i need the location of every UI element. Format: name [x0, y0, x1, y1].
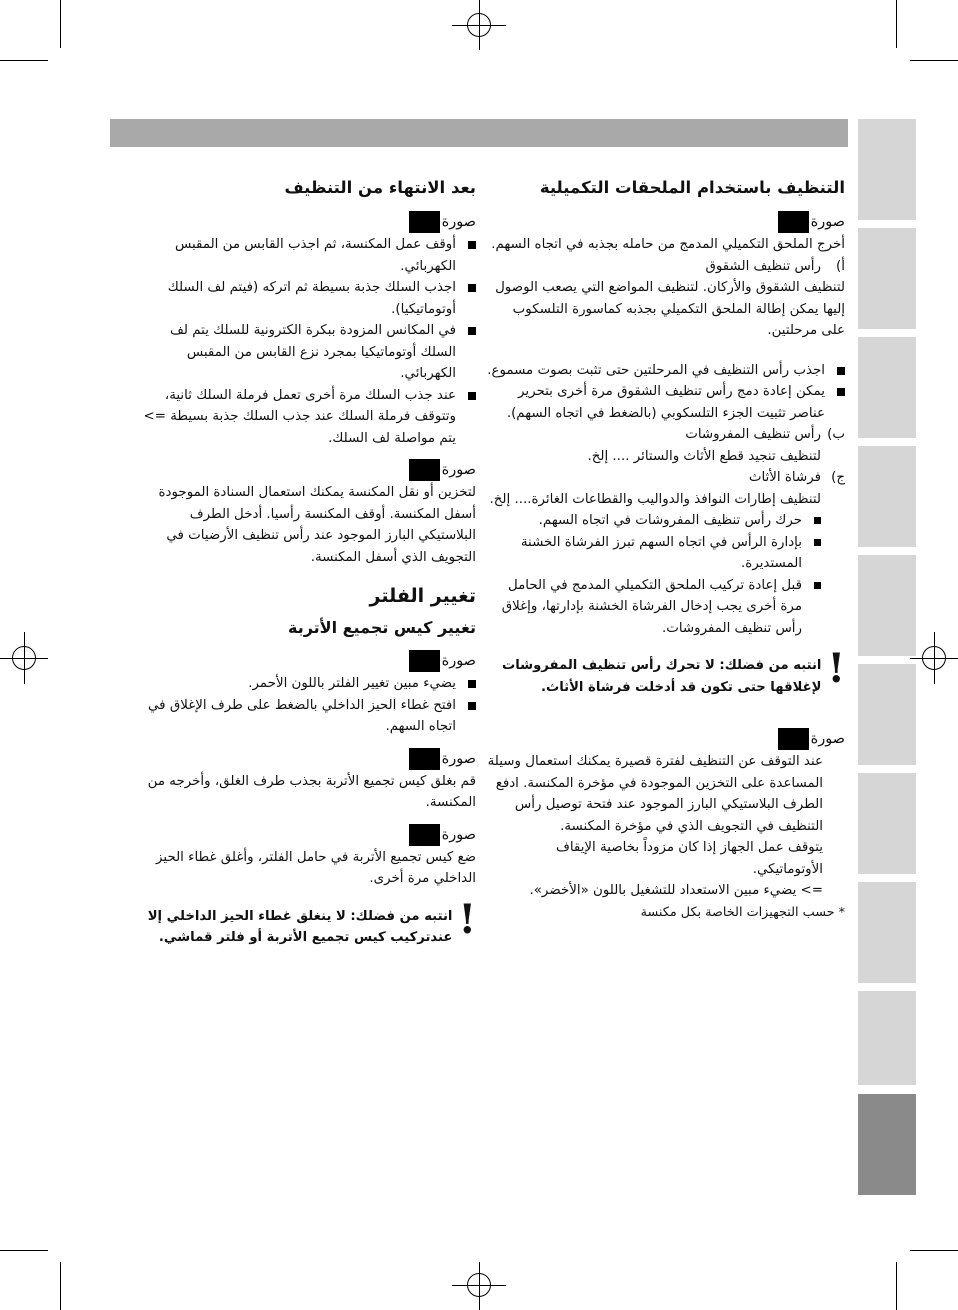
list-item-text: حرك رأس تنظيف المفروشات في اتجاه السهم. — [538, 513, 802, 528]
list-item-text: قبل إعادة تركيب الملحق التكميلي المدمج في الحامل مرة أخرى يجب إدخال الفرشاة الخشنة بإدارتها، وإغلاق رأس تنظيف المفروشات. — [501, 577, 802, 636]
figure-number-box — [409, 650, 440, 672]
warning-text: انتبه من فضلك: لا ينغلق غطاء الحيز الداخلي إلا عندتركيب كيس تجميع الأتربة أو فلتر قماشي. — [147, 908, 453, 945]
figure-number-box — [409, 824, 440, 846]
figure-label: صورة — [810, 214, 845, 230]
section-title-accessories: التنظيف باستخدام الملحقات التكميلية — [539, 178, 845, 197]
bag-remove-paragraph: قم بغلق كيس تجميع الأتربة بجذب طرف الغلق، وأخرجه من المكنسة. — [147, 773, 476, 810]
figure-number-box — [778, 728, 809, 750]
list-item-text: أوقف عمل المكنسة، ثم اجذب القابس من المقبس الكهربائي. — [174, 237, 456, 274]
list-item — [485, 381, 845, 424]
registration-line-bottom-v — [479, 1262, 480, 1310]
side-tab-6 — [858, 664, 916, 765]
bullet-square-icon — [468, 284, 476, 292]
list-item-text: بإدارة الرأس في اتجاه السهم تبرز الفرشاة الخشنة المستديرة. — [520, 534, 802, 571]
crop-mark-bl-v — [60, 1262, 61, 1310]
list-item — [138, 234, 476, 277]
figure-number-box — [409, 748, 440, 770]
figure-number-box — [409, 459, 440, 481]
registration-line-right-v — [934, 632, 935, 684]
exclamation-icon: ! — [827, 645, 845, 692]
figure-label-row — [138, 211, 476, 233]
side-tab-7 — [858, 773, 916, 874]
figure-label: صورة — [441, 750, 476, 767]
side-tab-5 — [858, 555, 916, 656]
sub-item-c — [485, 467, 845, 489]
side-tab-active — [858, 1094, 916, 1195]
list-item-text: عند جذب السلك مرة أخرى تعمل فرملة السلك ثانية، وتتوقف فرملة السلك عند جذب السلك جذبة بسيطة => يتم مواصلة لف السلك. — [143, 387, 456, 446]
figure-label-row — [485, 211, 845, 233]
list-item — [138, 695, 476, 738]
side-tab-8 — [858, 882, 916, 983]
crop-mark-bl-h — [0, 1250, 48, 1251]
crop-mark-tr-v — [896, 0, 897, 48]
list-item — [138, 277, 476, 320]
sub-item-a-description: لتنظيف الشقوق والأركان. لتنظيف المواضع التي يصعب الوصول إليها يمكن إطالة الملحق التكميلي بجذبه كماسورة التلسكوب على مرحلتين. — [495, 280, 845, 338]
indicator-paragraph: => يضيء مبين الاستعداد للتشغيل باللون «الأخضر». — [529, 883, 823, 898]
list-item — [138, 320, 476, 385]
warning-text: انتبه من فضلك: لا تحرك رأس تنظيف المفروشات لإغلاقها حتى تكون قد أدخلت فرشاة الأثاث. — [501, 658, 822, 695]
header-bar — [110, 119, 848, 147]
left-column — [138, 176, 476, 949]
bullet-square-icon — [468, 327, 476, 335]
sub-item-a — [485, 256, 845, 278]
bullet-square-icon — [837, 367, 845, 375]
list-item — [485, 575, 821, 640]
storage-stand-paragraph: لتخزين أو نقل المكنسة يمكنك استعمال السنادة الموجودة أسفل المكنسة. أوقف المكنسة رأسيا. أدخل الطرف البلاستيكي البارز الموجود عند رأس تنظيف الأرضيات في التجويف الذي أسفل المكنسة. — [158, 485, 476, 565]
storage-paragraph: عند التوقف عن التنظيف لفترة قصيرة يمكنك استعمال وسيلة المساعدة على التخزين الموجودة في مؤخرة المكنسة. ادفع الطرف البلاستيكي البارز الموجود عند فتحة توصيل رأس التنظيف في التجويف الذي في مؤخرة المكنسة. — [487, 754, 823, 834]
registration-line-left-v — [24, 632, 25, 684]
sub-item-letter: ج) — [831, 470, 845, 485]
sub-item-b — [485, 424, 845, 446]
figure-label-row — [138, 650, 476, 672]
figure-label: صورة — [441, 462, 476, 478]
crop-mark-tr-h — [910, 60, 958, 61]
side-tab-2 — [858, 228, 916, 329]
right-column — [485, 176, 845, 923]
section-title-after-cleaning: بعد الانتهاء من التنظيف — [284, 178, 476, 197]
sub-item-letter: أ) — [836, 258, 845, 274]
list-item — [485, 510, 821, 532]
bullet-square-icon — [814, 539, 821, 546]
figure-number-box — [409, 211, 440, 233]
list-item — [485, 360, 845, 382]
list-item — [485, 532, 821, 575]
bullet-square-icon — [468, 241, 476, 249]
footnote: * حسب التجهيزات الخاصة بكل مكنسة — [640, 904, 845, 920]
sub-item-letter: ب) — [827, 427, 845, 442]
figure-label-row — [138, 748, 476, 770]
crop-mark-br-h — [910, 1250, 958, 1251]
side-tab-9 — [858, 991, 916, 1085]
registration-line-top-v — [479, 0, 480, 50]
section-title-bag-change: تغيير كيس تجميع الأتربة — [287, 618, 476, 637]
warning-note — [485, 645, 845, 698]
side-tab-4 — [858, 446, 916, 547]
side-tab-1 — [858, 119, 916, 220]
figure-label: صورة — [810, 731, 845, 747]
list-item-text: افتح غطاء الحيز الداخلي بالضغط على طرف الإغلاق في اتجاه السهم. — [148, 697, 456, 734]
bullet-square-icon — [468, 680, 476, 688]
warning-note — [138, 895, 476, 949]
sub-item-title: رأس تنظيف الشقوق — [705, 258, 821, 274]
list-item-text: يمكن إعادة دمج رأس تنظيف الشقوق مرة أخرى بتحرير عناصر تثبيت الجزء التلسكوبي (بالضغط في اتجاه السهم). — [506, 384, 825, 421]
sub-item-c-description: لتنظيف إطارات النوافذ والدواليب والقطاعات الغائرة.... إلخ. — [489, 491, 821, 507]
figure-label: صورة — [441, 826, 476, 843]
exclamation-icon: ! — [458, 895, 476, 943]
intro-paragraph: أخرج الملحق التكميلي المدمج من حامله بجذبه في اتجاه السهم. — [491, 237, 845, 252]
section-title-filter-change: تغيير الفلتر — [369, 585, 476, 607]
figure-number-box — [778, 211, 809, 233]
sub-item-b-description: لتنظيف تنجيد قطع الأثاث والستائر .... إلخ. — [587, 448, 821, 464]
list-item-text: يضيء مبين تغيير الفلتر باللون الأحمر. — [248, 676, 456, 691]
figure-label: صورة — [441, 653, 476, 669]
figure-label-row — [138, 824, 476, 846]
list-item — [138, 673, 476, 695]
figure-label-row — [485, 728, 845, 750]
crop-mark-tl-h — [0, 60, 48, 61]
figure-label: صورة — [441, 214, 476, 230]
bullet-square-icon — [468, 392, 476, 400]
crop-mark-br-v — [896, 1262, 897, 1310]
bullet-square-icon — [814, 517, 821, 524]
list-item-text: اجذب رأس التنظيف في المرحلتين حتى تثبت بصوت مسموع. — [487, 362, 825, 378]
sub-item-title: رأس تنظيف المفروشات — [685, 427, 821, 442]
figure-label-row — [138, 459, 476, 481]
side-tab-3 — [858, 337, 916, 438]
list-item-text: اجذب السلك جذبة بسيطة ثم اتركه (فيتم لف السلك أوتوماتيكيا). — [167, 280, 456, 317]
list-item — [138, 385, 476, 450]
list-item-text: في المكانس المزودة ببكرة الكترونية للسلك يتم لف السلك أوتوماتيكيا بمجرد نزع القابس من المقبس الكهربائي. — [170, 323, 456, 381]
auto-stop-paragraph: يتوقف عمل الجهاز إذا كان مزوداً بخاصية الإيقاف الأوتوماتيكي. — [555, 840, 823, 877]
bullet-square-icon — [837, 388, 845, 396]
bullet-square-icon — [814, 582, 821, 589]
sub-item-title: فرشاة الأثاث — [748, 470, 821, 485]
crop-mark-tl-v — [60, 0, 61, 48]
bullet-square-icon — [468, 702, 476, 710]
bag-insert-paragraph: ضع كيس تجميع الأتربة في حامل الفلتر، وأغلق غطاء الحيز الداخلي مرة أخرى. — [156, 849, 476, 886]
